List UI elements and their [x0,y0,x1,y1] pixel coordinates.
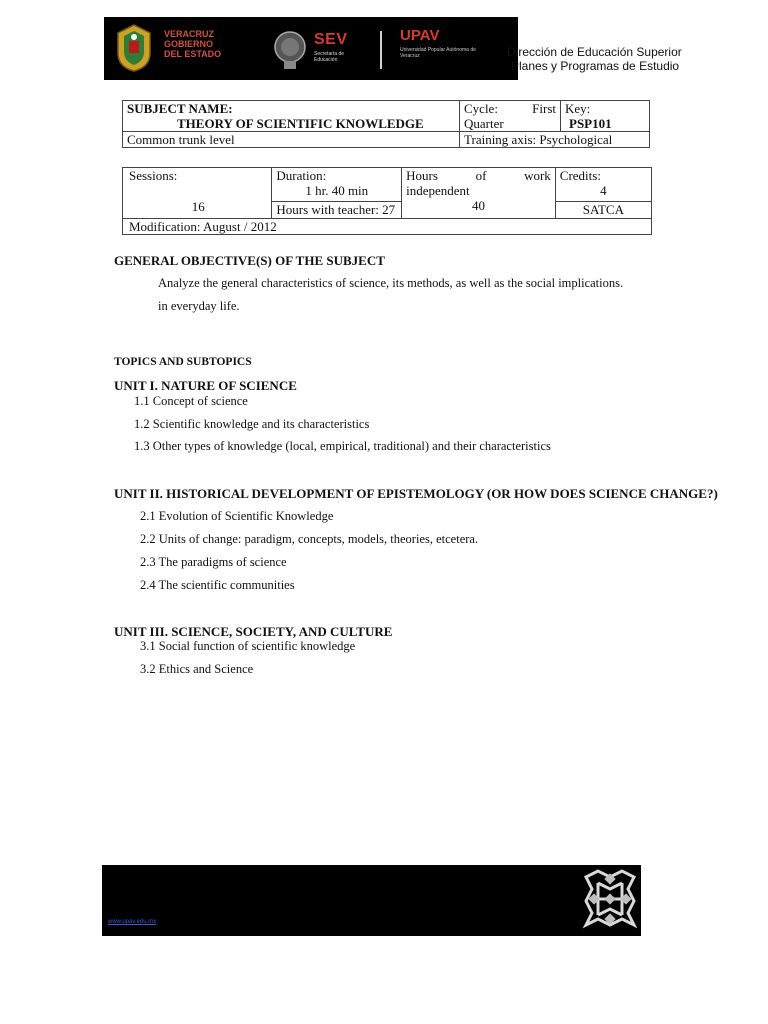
modification-cell: Modification: August / 2012 [123,219,652,235]
duration-label: Duration: [276,168,327,183]
duration-value: 1 hr. 40 min [305,183,369,198]
header-banner [104,17,518,80]
training-axis-cell: Training axis: Psychological [460,132,650,148]
independent-label-2: independent [406,183,470,198]
independent-hours-cell [402,168,556,219]
cycle-value: Quarter [464,116,504,131]
unit-2-title: UNIT II. HISTORICAL DEVELOPMENT OF EPISTEMOLOGY (OR HOW DOES SCIENCE CHANGE?) [114,486,718,501]
unit-1-title: UNIT I. NATURE OF SCIENCE [114,378,297,393]
unit-1-item: 1.2 Scientific knowledge and its characteristics [134,417,370,431]
sessions-label: Sessions: [129,168,178,183]
direction-heading [507,45,682,73]
sessions-value: 16 [191,199,205,214]
endless-knot-icon [580,867,640,931]
logo-divider [380,31,382,69]
sev-subtitle: Secretaría de Educación [314,51,345,63]
gov-logo-text: VERACRUZ GOBIERNO DEL ESTADO [164,29,222,59]
unit-1-item: 1.3 Other types of knowledge (local, empirical, traditional) and their characteristics [134,439,551,453]
key-label: Key: [565,101,591,116]
unit-3-item: 3.1 Social function of scientific knowledge [140,639,356,653]
unit-2-item: 2.2 Units of change: paradigm, concepts, models, theories, etcetera. [140,532,479,546]
upav-logo-text: UPAV [400,27,440,44]
independent-label-c: work [524,168,551,183]
level-cell: Common trunk level [123,132,460,148]
footer-link[interactable]: www.upav.edu.mx [108,919,157,925]
sessions-cell [123,168,272,219]
unit-3-title: UNIT III. SCIENCE, SOCIETY, AND CULTURE [114,624,393,639]
independent-label-a: Hours [406,168,438,183]
subject-name-label: SUBJECT NAME: [127,101,233,116]
unit-3-item: 3.2 Ethics and Science [140,662,254,676]
objective-heading: GENERAL OBJECTIVE(S) OF THE SUBJECT [114,253,385,268]
objective-line-2: in everyday life. [158,299,240,313]
unit-2-item: 2.3 The paradigms of science [140,555,287,569]
cycle-cell [460,101,561,132]
credits-value: 4 [600,183,607,198]
direction-line-1: Dirección de Educación Superior [507,45,682,59]
sev-emblem-icon [272,27,308,71]
key-cell [561,101,650,132]
credits-label: Credits: [559,168,601,183]
cycle-first: First [532,101,556,116]
hours-table [122,167,652,235]
unit-1-item: 1.1 Concept of science [134,394,248,408]
subject-table [122,100,650,148]
key-value: PSP101 [569,116,612,131]
credits-cell [555,168,651,202]
sev-logo-text: SEV [314,31,348,48]
independent-value: 40 [471,198,485,213]
upav-subtitle: Universidad Popular Autónoma de Veracruz [400,47,476,59]
subject-name-cell [123,101,460,132]
objective-line-1: Analyze the general characteristics of science, its methods, as well as the social implications. [158,276,624,290]
unit-2-item: 2.1 Evolution of Scientific Knowledge [140,509,334,523]
direction-line-2: Planes y Programas de Estudio [511,59,680,73]
hours-teacher-cell: Hours with teacher: 27 [272,201,402,218]
duration-cell [272,168,402,202]
unit-2-item: 2.4 The scientific communities [140,578,295,592]
footer-banner [102,865,641,936]
subject-name: THEORY OF SCIENTIFIC KNOWLEDGE [177,116,424,131]
topics-heading: TOPICS AND SUBTOPICS [114,356,252,368]
credits-system-cell: SATCA [555,201,651,218]
independent-label-b: of [475,168,487,183]
veracruz-seal-icon [114,23,154,73]
cycle-label: Cycle: [464,101,498,116]
